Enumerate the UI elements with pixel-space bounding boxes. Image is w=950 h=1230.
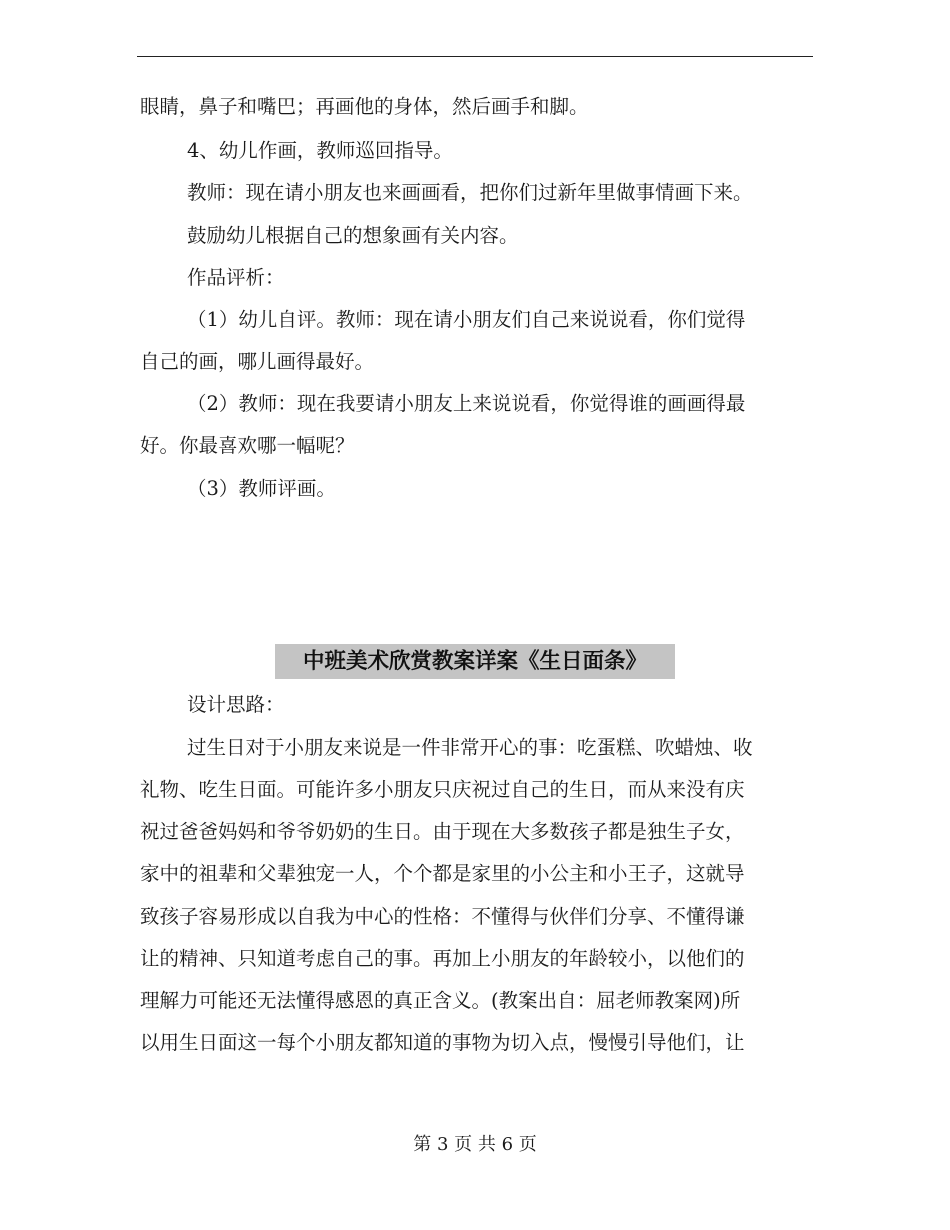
paragraph-line: 以用生日面这一每个小朋友都知道的事物为切入点，慢慢引导他们，让: [140, 1031, 745, 1054]
paragraph-line: （1）幼儿自评。教师：现在请小朋友们自己来说说看，你们觉得: [187, 308, 746, 331]
paragraph-line: 好。你最喜欢哪一幅呢？: [140, 434, 355, 457]
paragraph-line: 致孩子容易形成以自我为中心的性格：不懂得与伙伴们分享、不懂得谦: [140, 905, 745, 928]
paragraph-line: 让的精神、只知道考虑自己的事。再加上小朋友的年龄较小，以他们的: [140, 947, 745, 970]
paragraph-line: 鼓励幼儿根据自己的想象画有关内容。: [187, 224, 519, 247]
paragraph-line: 眼睛，鼻子和嘴巴；再画他的身体，然后画手和脚。: [140, 95, 589, 118]
paragraph-line: （2）教师：现在我要请小朋友上来说说看，你觉得谁的画画得最: [187, 392, 746, 415]
section-title: 中班美术欣赏教案详案《生日面条》: [275, 644, 675, 679]
paragraph-line: 自己的画，哪儿画得最好。: [140, 350, 375, 373]
paragraph-line: 教师：现在请小朋友也来画画看，把你们过新年里做事情画下来。: [187, 181, 753, 204]
paragraph-line: 4、幼儿作画，教师巡回指导。: [187, 139, 453, 162]
page-footer: 第 3 页 共 6 页: [413, 1134, 537, 1155]
header-rule: [137, 56, 813, 57]
paragraph-line: 理解力可能还无法懂得感恩的真正含义。(教案出自：屈老师教案网)所: [140, 989, 741, 1012]
paragraph-line: 设计思路：: [187, 693, 285, 716]
paragraph-line: 家中的祖辈和父辈独宠一人，个个都是家里的小公主和小王子，这就导: [140, 862, 745, 885]
paragraph-line: 作品评析：: [187, 266, 285, 289]
paragraph-line: 祝过爸爸妈妈和爷爷奶奶的生日。由于现在大多数孩子都是独生子女，: [140, 820, 745, 843]
paragraph-line: 礼物、吃生日面。可能许多小朋友只庆祝过自己的生日，而从来没有庆: [140, 778, 745, 801]
paragraph-line: 过生日对于小朋友来说是一件非常开心的事：吃蛋糕、吹蜡烛、收: [187, 736, 753, 759]
paragraph-line: （3）教师评画。: [187, 477, 336, 500]
